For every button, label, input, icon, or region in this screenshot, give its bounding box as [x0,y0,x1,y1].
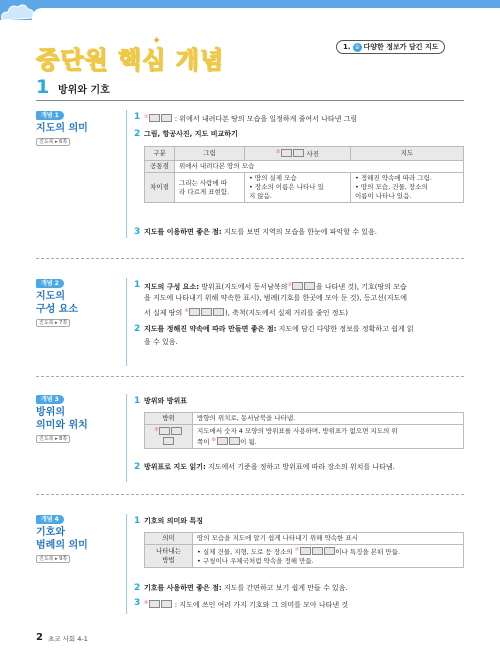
answer-blank [217,437,228,445]
answer-blank [161,114,172,122]
page-number: 2 [36,632,43,643]
c4-point-2: 기호를 사용하면 좋은 점: 지도를 간편하고 보기 쉽게 만들 수 있음. [144,584,348,592]
concept-1-bar [126,110,127,238]
concept-name: 지도의 [36,291,65,302]
concept-name: 기호와 [36,527,65,538]
concept-name-2: 구성 요소 [36,304,79,315]
answer-blank [213,308,224,316]
c4-point-3: ⑧ : 지도에 쓰인 여러 가지 기호와 그 의미를 모아 나타낸 것 [144,600,349,609]
page-ref: 진도북 ▸ 8쪽 [36,435,70,443]
answer-blank [149,600,160,608]
answer-blank [312,547,323,555]
section-number: 1 [36,76,50,98]
c2-point-1-line-2: 을 지도에 나타내기 위해 약속한 표시), 범례(기호를 한곳에 모아 둔 것), 등고선(지도에 [144,294,407,302]
page-ref: 진도북 ▸ 9쪽 [36,555,70,563]
section-divider [36,100,464,101]
top-banner-curve [32,8,500,20]
concept-name-2: 범례의 의미 [36,540,88,551]
answer-blank [163,437,174,445]
concept-name: 지도의 의미 [36,123,88,134]
cloud-icon [0,0,40,26]
page-title: 중단원 핵심 개념 [36,46,224,74]
answer-blank [161,600,172,608]
c3-point-1-title: 방위와 방위표 [144,397,188,405]
answer-blank [292,282,303,290]
c2-point-1-line-1: 지도의 구성 요소: 방위표(지도에서 동서남북의③ 을 나타낸 것), 기호(땅의 모습 [144,282,407,291]
answer-blank [201,308,212,316]
answer-blank [281,149,292,157]
answer-blank [304,282,315,290]
concept-4-sidebar [36,514,88,562]
concept-3-bar [126,394,127,482]
page-ref: 진도북 ▸ 6쪽 [36,138,70,146]
section-title: 방위와 기호 [58,85,110,96]
concept-2-sidebar [36,278,78,326]
unit-text: 다양한 정보가 담긴 지도 [363,43,439,51]
concept-tag: 개념 2 [36,279,64,288]
concept-1-sidebar [36,110,88,145]
c1-point-2-title: 그림, 항공사진, 지도 비교하기 [144,130,238,138]
answer-blank [300,547,311,555]
page-ref: 진도북 ▸ 7쪽 [36,319,70,327]
concept-tag: 개념 1 [36,111,64,120]
concept-name-2: 의미와 위치 [36,420,88,431]
divider [36,258,464,259]
direction-table: 방위 방향의 위치로, 동서남북을 나타냄. ⑤ 지도에서 숫자 4 모양의 방위표를 사용하며, 방위표가 없으면 지도의 위 쪽이 ⑥ 이 됨. [144,412,464,449]
unit-circle-number: ② [354,43,360,51]
concept-tag: 개념 4 [36,515,64,524]
concept-tag: 개념 3 [36,395,64,404]
unit-badge [336,40,445,54]
concept-2-bar [126,278,127,366]
c3-point-2: 방위표로 지도 읽기: 지도에서 기준을 정하고 방위표에 따라 장소의 위치를 나타냄. [144,463,395,471]
c2-point-1-line-3: 서 실제 땅의 ④ ), 축척(지도에서 실제 거리를 줄인 정도) [144,308,348,317]
divider [36,494,464,495]
concept-3-sidebar [36,394,88,442]
concept-4-bar [126,514,127,614]
c1-point-3: 지도를 이용하면 좋은 점: 지도를 보면 지역의 모습을 한눈에 파악할 수 있음. [144,228,378,236]
c1-point-1: ① : 위에서 내려다본 땅의 모습을 일정하게 줄여서 나타낸 그림 [144,114,358,123]
concept-name: 방위의 [36,407,65,418]
answer-blank [293,149,304,157]
divider [36,376,464,377]
comparison-table: 구분 그림 ② 사진 지도 공통점 위에서 내려다본 땅의 모습 차이점 그리는 사람에 따 라 다르게 표현함. • 땅의 실제 모습 • 장소의 이름은 나타나 있 지 않음. • 정해진 약속에 따라 그림. • 땅의 모습, 건물, 장소의 이름이 나타나 있음. [144,146,464,203]
answer-blank [189,308,200,316]
symbol-table: 의미 땅의 모습을 지도에 알기 쉽게 나타내기 위해 약속한 표시 나타내는 방법 • 실제 건물, 지형, 도로 등 장소의 ⑦ 이나 특징을 본떠 만듦. • 구청이나 우체국처럼 약속을 정해 만듦. [144,532,464,568]
answer-blank [324,547,335,555]
answer-blank [229,437,240,445]
c4-point-1-title: 기호의 의미와 특징 [144,517,203,525]
answer-blank [171,427,182,435]
unit-number: 1. [343,43,351,51]
answer-blank [159,427,170,435]
sparkle-icon: ✦ [152,34,162,47]
answer-blank [149,114,160,122]
book-title: 초코 사회 4-1 [48,635,88,643]
c2-point-2-line-1: 지도를 정해진 약속에 따라 만들면 좋은 점: 지도에 담긴 다양한 정보를 정확하고 쉽게 읽 [144,325,414,333]
c2-point-2-line-2: 을 수 있음. [144,338,178,346]
